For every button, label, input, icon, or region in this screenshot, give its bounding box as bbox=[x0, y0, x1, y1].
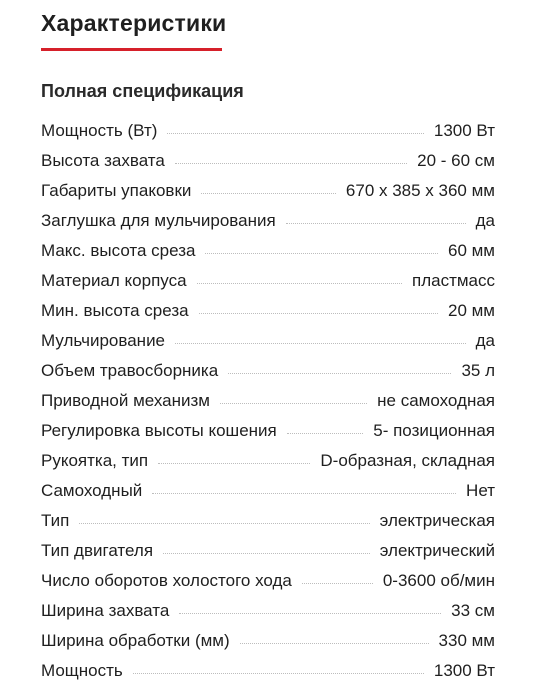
page-title: Характеристики bbox=[41, 10, 227, 36]
spec-row bbox=[41, 566, 495, 596]
spec-row bbox=[41, 326, 495, 356]
dotted-leader bbox=[197, 282, 402, 284]
dotted-leader bbox=[175, 342, 466, 344]
spec-name: Рукоятка, тип bbox=[41, 451, 149, 470]
spec-value: не самоходная bbox=[377, 391, 495, 410]
spec-row bbox=[41, 206, 495, 236]
dotted-leader bbox=[205, 252, 438, 254]
dotted-leader bbox=[220, 402, 367, 404]
spec-name: Тип двигателя bbox=[41, 541, 154, 560]
spec-value: 20 мм bbox=[447, 301, 495, 320]
spec-name: Ширина захвата bbox=[41, 601, 170, 620]
spec-value: 0-3600 об/мин bbox=[382, 571, 495, 590]
spec-list bbox=[41, 116, 495, 686]
dotted-leader bbox=[286, 222, 466, 224]
spec-row bbox=[41, 296, 495, 326]
dotted-leader bbox=[240, 642, 429, 644]
dotted-leader bbox=[158, 462, 310, 464]
spec-row bbox=[41, 446, 495, 476]
spec-value: 33 см bbox=[451, 601, 495, 620]
section-title: Полная спецификация bbox=[41, 81, 244, 101]
dotted-leader bbox=[199, 312, 438, 314]
spec-value: 20 - 60 см bbox=[417, 151, 495, 170]
spec-name: Число оборотов холостого хода bbox=[41, 571, 292, 590]
spec-row bbox=[41, 236, 495, 266]
spec-row bbox=[41, 476, 495, 506]
spec-value: D-образная, складная bbox=[320, 451, 495, 470]
spec-value: 60 мм bbox=[447, 241, 495, 260]
spec-name: Макс. высота среза bbox=[41, 241, 196, 260]
spec-value: да bbox=[475, 331, 495, 350]
spec-name: Тип bbox=[41, 511, 70, 530]
dotted-leader bbox=[167, 132, 424, 134]
spec-name: Мин. высота среза bbox=[41, 301, 189, 320]
spec-value: 670 x 385 x 360 мм bbox=[345, 181, 495, 200]
spec-value: 1300 Вт bbox=[433, 661, 495, 680]
title-underline bbox=[41, 48, 222, 51]
spec-value: электрический bbox=[379, 541, 495, 560]
spec-row bbox=[41, 626, 495, 656]
spec-value: да bbox=[475, 211, 495, 230]
spec-row bbox=[41, 596, 495, 626]
spec-row bbox=[41, 416, 495, 446]
dotted-leader bbox=[79, 522, 369, 524]
spec-value: электрическая bbox=[379, 511, 495, 530]
spec-name: Материал корпуса bbox=[41, 271, 187, 290]
spec-row bbox=[41, 536, 495, 566]
spec-name: Ширина обработки (мм) bbox=[41, 631, 230, 650]
dotted-leader bbox=[133, 672, 424, 674]
spec-row bbox=[41, 116, 495, 146]
spec-row bbox=[41, 386, 495, 416]
dotted-leader bbox=[175, 162, 407, 164]
spec-name: Заглушка для мульчирования bbox=[41, 211, 276, 230]
spec-name: Мощность bbox=[41, 661, 123, 680]
spec-row bbox=[41, 266, 495, 296]
spec-value: 1300 Вт bbox=[433, 121, 495, 140]
dotted-leader bbox=[287, 432, 364, 434]
dotted-leader bbox=[228, 372, 451, 374]
spec-value: 35 л bbox=[461, 361, 495, 380]
dotted-leader bbox=[163, 552, 370, 554]
spec-name: Регулировка высоты кошения bbox=[41, 421, 277, 440]
spec-name: Габариты упаковки bbox=[41, 181, 192, 200]
spec-name: Самоходный bbox=[41, 481, 143, 500]
spec-value: 5- позиционная bbox=[373, 421, 495, 440]
characteristics-header bbox=[41, 8, 226, 51]
spec-row bbox=[41, 146, 495, 176]
spec-name: Высота захвата bbox=[41, 151, 165, 170]
spec-row bbox=[41, 356, 495, 386]
dotted-leader bbox=[201, 192, 336, 194]
spec-row bbox=[41, 176, 495, 206]
dotted-leader bbox=[152, 492, 456, 494]
spec-row bbox=[41, 656, 495, 686]
spec-name: Объем травосборника bbox=[41, 361, 219, 380]
spec-name: Мощность (Вт) bbox=[41, 121, 158, 140]
spec-value: Нет bbox=[466, 481, 495, 500]
dotted-leader bbox=[179, 612, 441, 614]
spec-name: Приводной механизм bbox=[41, 391, 210, 410]
spec-row bbox=[41, 506, 495, 536]
spec-value: пластмасс bbox=[411, 271, 495, 290]
dotted-leader bbox=[302, 582, 373, 584]
spec-value: 330 мм bbox=[438, 631, 495, 650]
spec-name: Мульчирование bbox=[41, 331, 166, 350]
